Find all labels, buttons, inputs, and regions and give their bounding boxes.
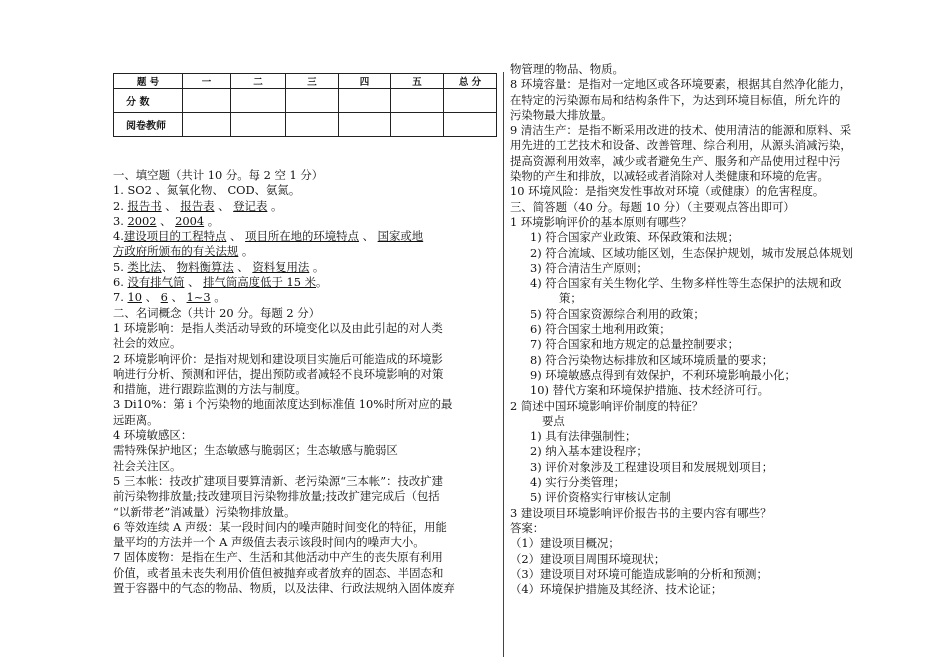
score-cell[interactable] [339, 89, 391, 113]
definition-2-cont: 响进行分析、预测和评估，提出预防或者减轻不良环境影响的对策 [113, 366, 444, 381]
q1-item-cont: 策； [559, 291, 582, 306]
definition-9-cont: 提高资源利用效率，减少或者避免生产、服务和产品使用过程中污 [510, 153, 841, 168]
section-1-title: 一、填空题（共计 10 分。每 2 空 1 分） [113, 168, 324, 182]
grader-cell[interactable] [444, 113, 497, 137]
header-cell: 五 [391, 74, 444, 89]
definition-10: 10 环境风险：是指突发性事故对环境（或健康）的危害程度。 [510, 184, 825, 199]
fill-answer-7: 7. 10 、 6 、 1~3 。 [113, 290, 226, 305]
q1-item: 1) 符合国家产业政策、环保政策和法规； [530, 230, 739, 245]
header-cell: 一 [183, 74, 231, 89]
question-1: 1 环境影响评价的基本原则有哪些？ [510, 214, 692, 229]
q3-item: （1）建设项目概况； [510, 536, 620, 551]
left-column [113, 168, 503, 596]
q2-item: 2) 纳入基本建设程序； [530, 444, 648, 459]
definition-1: 1 环境影响：是指人类活动导致的环境变化以及由此引起的对人类 [113, 320, 443, 335]
definition-4-cont: 社会关注区。 [113, 458, 182, 473]
score-cell[interactable] [286, 89, 339, 113]
fill-answer-2: 2. 报告书 、 报告表 、 登记表 。 [113, 198, 283, 213]
score-cell[interactable] [231, 89, 286, 113]
header-cell: 总 分 [444, 74, 497, 89]
q1-item: 7) 符合国家和地方规定的总量控制要求； [530, 337, 739, 352]
definition-3-cont: 远距离。 [113, 412, 159, 427]
grader-row [114, 113, 497, 137]
q2-item: 4) 实行分类管理； [530, 475, 626, 490]
q1-item: 8) 符合污染物达标排放和区域环境质量的要求； [530, 352, 774, 367]
definition-6: 6 等效连续 A 声级：某一段时间内的噪声随时间变化的特征，用能 [113, 519, 447, 534]
grader-cell[interactable] [339, 113, 391, 137]
header-cell: 二 [231, 74, 286, 89]
definition-5-cont: “以新带老”消减量）污染物排放量。 [113, 504, 296, 519]
grader-cell[interactable] [231, 113, 286, 137]
q3-item: （3）建设项目对环境可能造成影响的分析和预测； [510, 566, 768, 581]
definition-9-cont: 染物的产生和排放，以减轻或者消除对人类健康和环境的危害。 [510, 169, 829, 184]
score-table [113, 73, 497, 137]
fill-answer-4-cont: 方政府所颁布的有关法规 。 [113, 244, 254, 259]
q2-item: 5) 评价资格实行审核认定制 [530, 490, 671, 505]
q1-item: 6) 符合国家土地利用政策； [530, 322, 671, 337]
definition-7: 7 固体废物：是指在生产、生活和其他活动中产生的丧失原有利用 [113, 550, 443, 565]
definition-8-cont: 污染物最大排放量。 [510, 107, 613, 122]
fill-answer-5: 5. 类比法、 物料衡算法 、 资料复用法 。 [113, 259, 325, 274]
q1-item: 10) 替代方案和环境保护措施、技术经济可行。 [530, 383, 769, 398]
q1-item: 9) 环境敏感点得到有效保护，不利环境影响最小化； [530, 367, 796, 382]
definition-7-cont: 物管理的物品、物质。 [510, 62, 624, 76]
header-cell: 四 [339, 74, 391, 89]
definition-2-cont: 和措施，进行跟踪监测的方法与制度。 [113, 382, 307, 397]
grader-cell[interactable] [183, 113, 231, 137]
definition-2: 2 环境影响评价：是指对规划和建设项目实施后可能造成的环境影 [113, 351, 443, 366]
definition-4-cont: 需特殊保护地区；生态敏感与脆弱区；生态敏感与脆弱区 [113, 443, 398, 458]
section-3-title: 三、简答题（40 分。每题 10 分）（主要观点答出即可） [510, 199, 795, 214]
definition-8: 8 环境容量：是指对一定地区或各环境要素，根据其自然净化能力， [510, 77, 852, 92]
fill-answer-6: 6. 没有排气筒 、 排气筒高度低于 15 米。 [113, 275, 328, 290]
score-cell[interactable] [183, 89, 231, 113]
q1-item: 3) 符合清洁生产原则； [530, 260, 648, 275]
question-2: 2 简述中国环境影响评价制度的特征？ [510, 398, 704, 413]
fill-answer-1: 1. SO2 、氮氧化物、 COD、氨氮。 [113, 183, 301, 198]
question-3: 3 建设项目环境影响评价报告书的主要内容有哪些？ [510, 505, 772, 520]
row-label-score: 分 数 [114, 89, 183, 113]
q2-item: 1) 具有法律强制性； [530, 429, 637, 444]
definition-5-cont: 前污染物排放量;技改建项目污染物排放量;技改扩建完成后（包括 [113, 489, 440, 504]
q1-item: 4) 符合国家有关生物化学、生物多样性等生态保护的法规和政 [530, 276, 842, 291]
q1-item: 2) 符合流域、区域功能区划，生态保护规划，城市发展总体规划 [530, 245, 853, 260]
definition-6-cont: 量平均的方法并一个 A 声级值去表示该段时间内的噪声大小。 [113, 535, 425, 550]
score-row [114, 89, 497, 113]
definition-9-cont: 用先进的工艺技术和设备、改善管理、综合利用，从源头消减污染， [510, 138, 852, 153]
definition-5: 5 三本帐：技改扩建项目要算清新、老污染源“三本帐”：技改扩建 [113, 473, 444, 488]
definition-4: 4 环境敏感区： [113, 428, 193, 443]
grader-cell[interactable] [391, 113, 444, 137]
score-cell[interactable] [391, 89, 444, 113]
q1-item: 5) 符合国家资源综合利用的政策； [530, 306, 705, 321]
header-cell: 三 [286, 74, 339, 89]
definition-7-cont: 价值，或者虽未丧失利用价值但被抛弃或者放弃的固态、半固态和 [113, 565, 444, 580]
definition-1-cont: 社会的效应。 [113, 336, 182, 351]
definition-9: 9 清洁生产：是指不断采用改进的技术、使用清洁的能源和原料、采 [510, 123, 852, 138]
right-column [510, 62, 910, 597]
grader-cell[interactable] [286, 113, 339, 137]
q3-item: （4）环境保护措施及其经济、技术论证； [510, 582, 723, 597]
definition-7-cont: 置于容器中的气态的物品、物质，以及法律、行政法规纳入固体废弃 [113, 581, 455, 596]
fill-answer-3: 3. 2002 、 2004 。 [113, 213, 220, 228]
definition-8-cont: 在特定的污染源布局和结构条件下，为达到环境目标值，所允许的 [510, 92, 841, 107]
section-2-title: 二、名词概念（共计 20 分。每题 2 分） [113, 305, 321, 320]
q2-item: 3) 评价对象涉及工程建设项目和发展规划项目； [530, 459, 774, 474]
q3-item: （2）建设项目周围环境现状； [510, 551, 666, 566]
column-divider [503, 72, 504, 657]
fill-answer-4: 4.建设项目的工程特点 、 项目所在地的环境特点 、 国家或地 [113, 229, 424, 244]
row-label-grader: 阅卷教师 [114, 113, 183, 137]
score-cell[interactable] [444, 89, 497, 113]
q2-subheading: 要点 [542, 413, 565, 428]
q3-answer-label: 答案： [510, 520, 545, 535]
definition-3: 3 Di10%：第 i 个污染物的地面浓度达到标准值 10%时所对应的最 [113, 397, 453, 412]
score-table-header-row [114, 74, 497, 89]
header-cell: 题 号 [114, 74, 183, 89]
